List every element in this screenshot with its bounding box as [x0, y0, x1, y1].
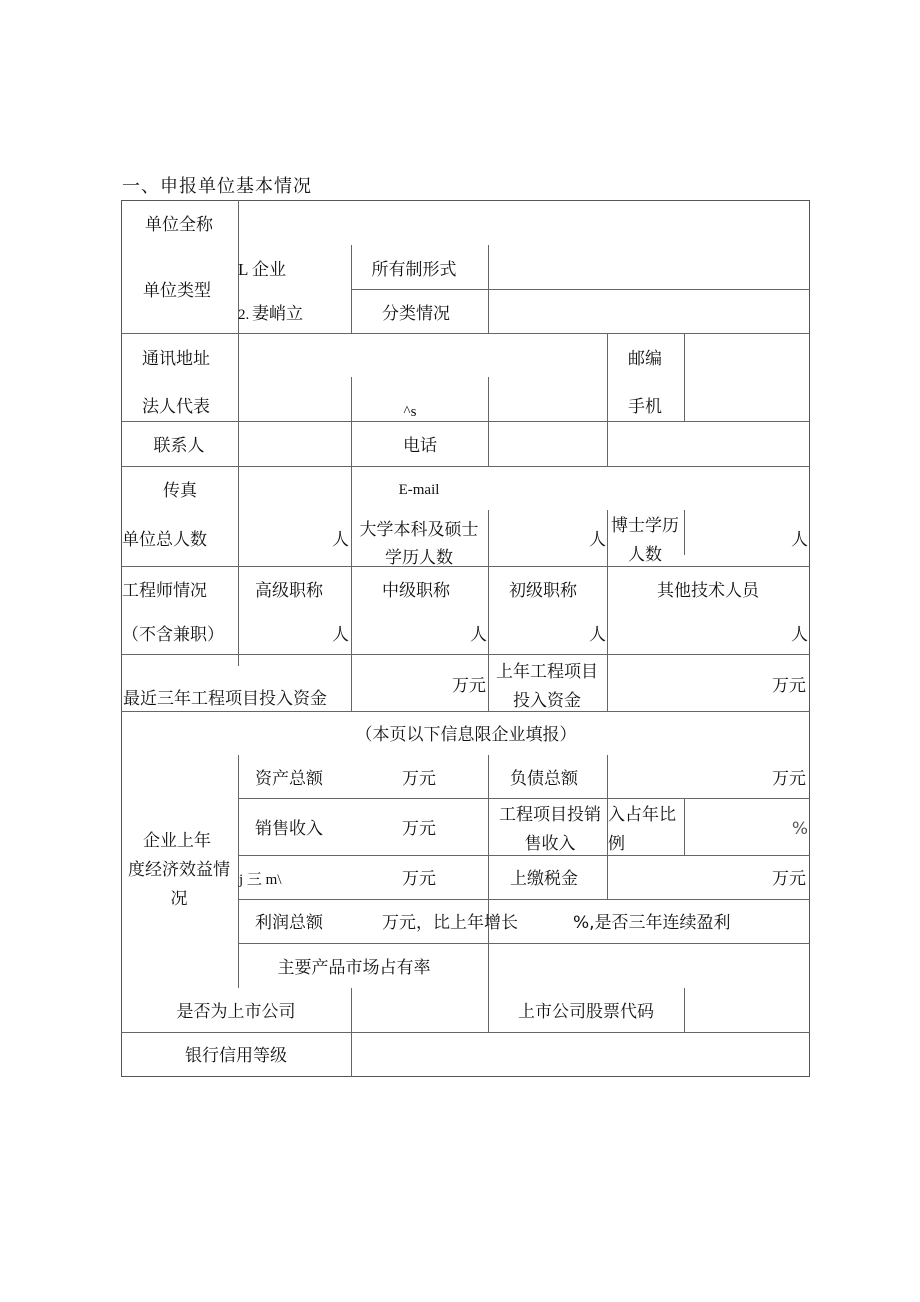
bachelor-label-2: 学历人数: [385, 548, 453, 568]
option-2-label: 妻峭立: [252, 304, 303, 324]
other-tech-label: 其他技术人员: [657, 581, 759, 601]
address-label: 通讯地址: [142, 349, 210, 369]
senior-title-label: 高级职称: [255, 581, 323, 601]
econ-label-3: 况: [170, 889, 188, 909]
ownership-label: 所有制形式: [371, 260, 457, 280]
unit-wanyuan-2: 万元: [772, 676, 806, 696]
mobile-label: 手机: [628, 397, 662, 417]
fax-label: 传真: [163, 481, 197, 501]
phone-label: 电话: [403, 436, 437, 456]
junior-title-label: 初级职称: [509, 581, 577, 601]
econ-label-1: 企业上年: [143, 831, 211, 851]
unit-person-1: 人: [332, 530, 349, 550]
debt-unit: 万元: [772, 769, 806, 789]
option-enterprise: L 企业: [238, 260, 287, 279]
assets-label: 资产总额: [255, 769, 323, 789]
econ-label-2: 度经济效益情: [128, 860, 230, 880]
profit-continuity-text: %,是否三年连续盈利: [573, 913, 731, 933]
project-sales-label-2: 售收入: [524, 834, 576, 854]
unit-person-junior: 人: [589, 625, 606, 645]
debt-label: 负债总额: [510, 769, 578, 789]
classification-label: 分类情况: [382, 304, 450, 324]
percent-sign: %: [791, 819, 808, 839]
option-2-number: 2.: [238, 307, 250, 323]
postcode-label: 邮编: [628, 349, 662, 369]
profit-growth-text: 万元，比上年增长: [382, 913, 518, 933]
tax-unit: 万元: [772, 869, 806, 889]
sales-unit: 万元: [402, 819, 436, 839]
phd-label-2: 人数: [628, 545, 662, 565]
stock-code-label: 上市公司股票代码: [518, 1002, 654, 1022]
ratio-label-1: 入占年比: [608, 805, 676, 825]
unit-person-other: 人: [791, 625, 808, 645]
market-share-label: 主要产品市场占有率: [277, 958, 431, 978]
last-year-investment-label-1: 上年工程项目: [496, 662, 598, 682]
middle-title-label: 中级职称: [382, 581, 450, 601]
unit-type-label: 单位类型: [143, 281, 211, 301]
profit-label: 利润总额: [255, 913, 323, 933]
phd-label-1: 博士学历: [611, 516, 679, 536]
row3-unit: 万元: [402, 869, 436, 889]
enterprise-only-note: （本页以下信息限企业填报）: [355, 725, 577, 745]
unit-person-3: 人: [791, 530, 808, 550]
legal-rep-label: 法人代表: [142, 397, 210, 417]
email-label: E-mail: [398, 482, 440, 498]
engineer-label-2: （不含兼职）: [122, 625, 224, 645]
ratio-label-2: 例: [608, 834, 625, 854]
unit-wanyuan-1: 万元: [452, 676, 486, 696]
project-sales-label-1: 工程项目投销: [499, 805, 601, 825]
page-title: 一、申报单位基本情况: [122, 176, 312, 197]
total-staff-label: 单位总人数: [122, 530, 207, 550]
bachelor-label-1: 大学本科及硕士: [359, 520, 479, 540]
bank-credit-label: 银行信用等级: [185, 1046, 287, 1066]
unit-person-senior: 人: [332, 625, 349, 645]
sales-label: 销售收入: [255, 819, 323, 839]
three-year-investment-label: 最近三年工程项目投入资金: [123, 689, 327, 709]
assets-unit: 万元: [402, 769, 436, 789]
s-mark: ^s: [403, 404, 417, 420]
last-year-investment-label-2: 投入资金: [513, 691, 581, 711]
unit-fullname-label: 单位全称: [145, 215, 213, 235]
garbled-label: j 三 m\: [239, 872, 282, 888]
contact-label: 联系人: [153, 436, 205, 456]
unit-person-middle: 人: [470, 625, 487, 645]
unit-person-2: 人: [589, 530, 606, 550]
info-table: [121, 200, 810, 1077]
engineer-label-1: 工程师情况: [122, 581, 207, 601]
tax-label: 上缴税金: [510, 869, 578, 889]
listed-company-label: 是否为上市公司: [176, 1002, 296, 1022]
